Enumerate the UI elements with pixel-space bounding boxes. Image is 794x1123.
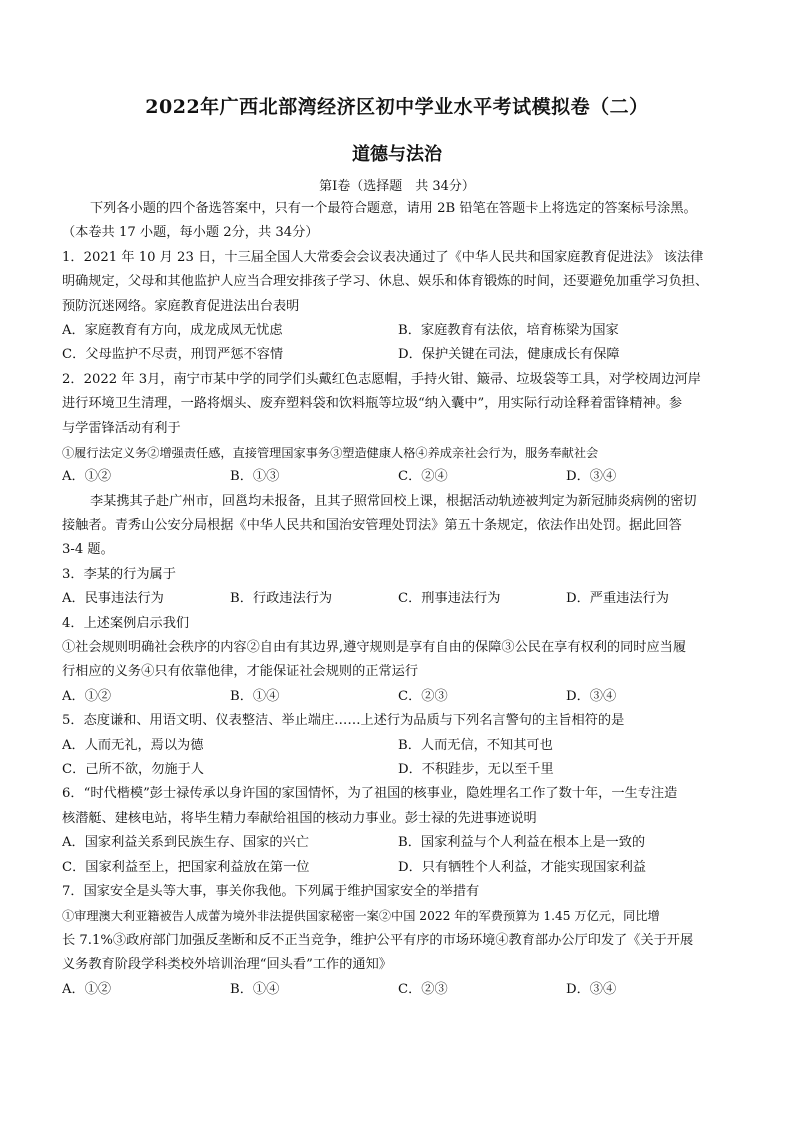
q4-option-d: D．③④	[566, 688, 617, 704]
q5-option-d: D．不积跬步，无以至千里	[398, 761, 554, 777]
q4-stem: 4．上述案例启示我们	[62, 615, 190, 631]
q6-option-d: D．只有牺牲个人利益，才能实现国家利益	[398, 859, 646, 875]
q6-stem-line: 6．“时代楷模”彭士禄传承以身许国的家国情怀，为了祖国的核事业，隐姓埋名工作了数十年，一生专注造	[62, 786, 678, 802]
q3-option-d: D．严重违法行为	[566, 591, 669, 607]
section-heading: 第Ⅰ卷（选择题 共 34分）	[319, 179, 475, 194]
q2-option-a: A．①②	[62, 469, 112, 485]
q5-option-b: B．人而无信，不知其可也	[398, 737, 553, 753]
q7-option-d: D．③④	[566, 981, 617, 997]
q7-option-a: A．①②	[62, 981, 112, 997]
case-line: 3-4 题。	[62, 542, 114, 558]
questions-body	[62, 197, 734, 1002]
instruction-line: （本卷共 17 小题，每小题 2分，共 34分）	[62, 225, 319, 241]
q7-option-c: C．②③	[398, 981, 448, 997]
q5-options-row	[62, 758, 734, 782]
q6-option-a: A．国家利益关系到民族生存、国家的兴亡	[62, 835, 309, 851]
q4-option-b: B．①④	[230, 688, 280, 704]
q3-option-a: A．民事违法行为	[62, 591, 164, 607]
instruction-line: 下列各小题的四个备选答案中，只有一个最符合题意，请用 2B 铅笔在答题卡上将选定的答案标号涂黑。	[90, 201, 697, 216]
exam-title: 2022年广西北部湾经济区初中学业水平考试模拟卷（二）	[145, 96, 649, 118]
case-line: 李某携其子赴广州市，回邕均未报备，且其子照常回校上课，根据活动轨迹被判定为新冠肺炎病例的密切	[90, 493, 697, 509]
q2-stem-line: 进行环境卫生清理，一路将烟头、废弃塑料袋和饮料瓶等垃圾“纳入囊中”，用实际行动诠释着雷锋精神。参	[62, 396, 683, 412]
q6-options-row	[62, 831, 734, 855]
q3-option-c: C．刑事违法行为	[398, 591, 501, 607]
q1-stem-line: 预防沉迷网络。家庭教育促进法出台表明	[62, 298, 300, 314]
q2-stem-line: 2．2022 年 3月，南宁市某中学的同学们头戴红色志愿帽，手持火钳、簸帚、垃圾袋等工具，对学校周边河岸	[62, 371, 701, 387]
q4-option-a: A．①②	[62, 688, 112, 704]
q2-option-b: B．①③	[230, 469, 280, 485]
q1-option-c: C．父母监护不尽责，刑罚严惩不容情	[62, 347, 284, 363]
q7-stem: 7．国家安全是头等大事，事关你我他。下列属于维护国家安全的举措有	[62, 883, 480, 899]
q5-stem: 5．态度谦和、用语文明、仪表整洁、举止端庄……上述行为品质与下列名言警句的主旨相符的是	[62, 713, 625, 729]
q2-option-d: D．③④	[566, 469, 617, 485]
q2-statements: ①履行法定义务②增强责任感，直接管理国家事务③塑造健康人格④养成亲社会行为，服务奉献社会	[62, 445, 599, 460]
q4-option-c: C．②③	[398, 688, 448, 704]
q1-option-d: D．保护关键在司法，健康成长有保障	[398, 347, 620, 363]
q6-option-c: C．国家利益至上，把国家利益放在第一位	[62, 859, 310, 875]
q3-option-b: B．行政违法行为	[230, 591, 333, 607]
q5-options-row	[62, 734, 734, 758]
q5-option-c: C．己所不欲，勿施于人	[62, 761, 204, 777]
q1-option-b: B．家庭教育有法依，培育栋梁为国家	[398, 322, 619, 338]
q7-option-b: B．①④	[230, 981, 280, 997]
q2-stem-line: 与学雷锋活动有利于	[62, 420, 181, 436]
q2-option-c: C．②④	[398, 469, 448, 485]
q3-stem: 3．李某的行为属于	[62, 566, 176, 582]
q7-statement-line: ①审理澳大利亚籍被告人成蕾为境外非法提供国家秘密一案②中国 2022 年的军费预算为 1.45 万亿元，同比增	[62, 909, 660, 924]
q3-options-row	[62, 587, 734, 611]
q6-option-b: B．国家利益与个人利益在根本上是一致的	[398, 835, 646, 851]
q7-statement-line: 义务教育阶段学科类校外培训治理“回头看”工作的通知》	[62, 957, 392, 973]
q6-options-row	[62, 856, 734, 880]
q1-options-row	[62, 319, 734, 343]
q5-option-a: A．人而无礼，焉以为德	[62, 737, 204, 753]
q4-options-row	[62, 685, 734, 709]
q1-options-row	[62, 343, 734, 367]
q4-statement-line: ①社会规则明确社会秩序的内容②自由有其边界,遵守规则是享有自由的保障③公民在享有权利的同时应当履	[62, 640, 687, 656]
q1-stem-line: 1．2021 年 10 月 23 日，十三届全国人大常委会会议表决通过了《中华人民共和国家庭教育促进法》 该法律	[62, 249, 704, 265]
case-line: 接触者。青秀山公安分局根据《中华人民共和国治安管理处罚法》第五十条规定，依法作出处罚。据此回答	[62, 518, 682, 534]
q1-option-a: A．家庭教育有方向，成龙成凤无忧虑	[62, 322, 283, 338]
subject-title: 道德与法治	[352, 144, 442, 165]
q7-statement-line: 长 7.1%③政府部门加强反垄断和反不正当竞争，维护公平有序的市场环境④教育部办公厅印发了《关于开展	[62, 932, 694, 948]
q6-stem-line: 核潜艇、建核电站，将毕生精力奉献给祖国的核动力事业。彭士禄的先进事迹说明	[62, 810, 537, 826]
q7-options-row	[62, 978, 734, 1002]
q4-statement-line: 行相应的义务④只有依靠他律，才能保证社会规则的正常运行	[62, 664, 419, 680]
q1-stem-line: 明确规定，父母和其他监护人应当合理安排孩子学习、休息、娱乐和体育锻炼的时间，还要避免加重学习负担、	[62, 274, 709, 290]
q2-options-row	[62, 465, 734, 489]
